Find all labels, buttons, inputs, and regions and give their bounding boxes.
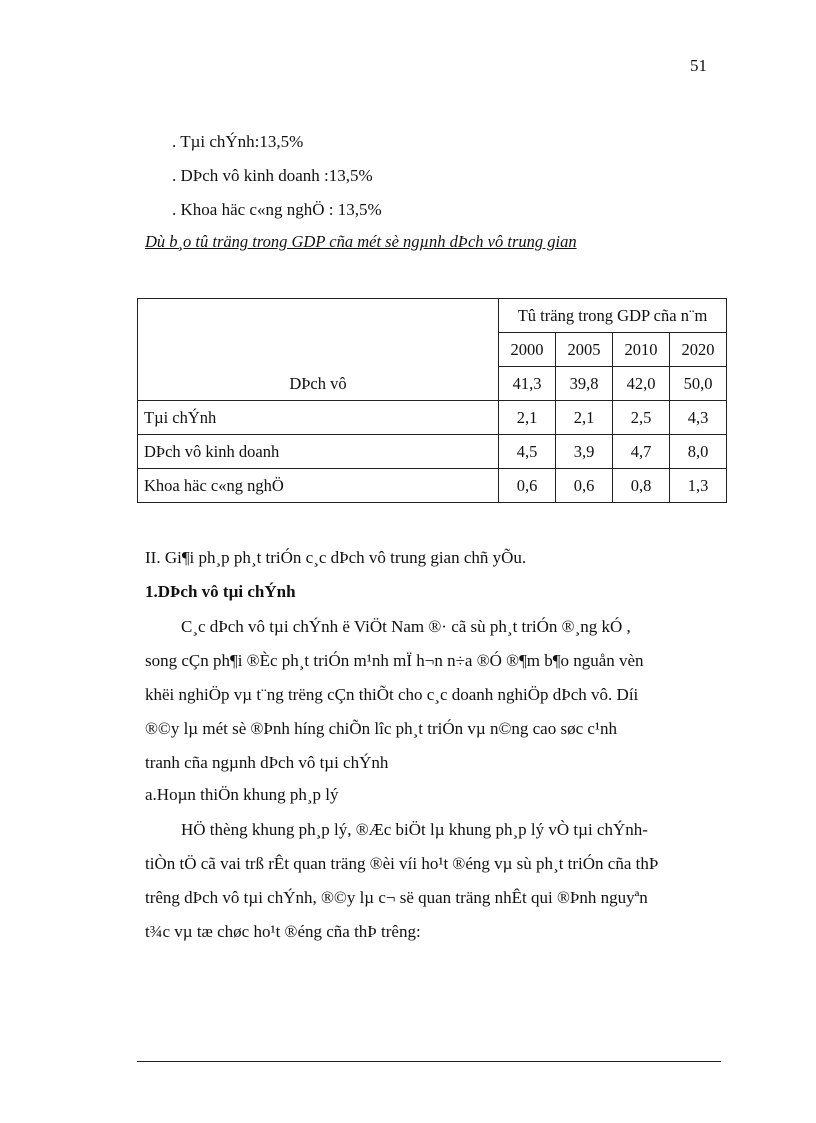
paragraph-line: khëi nghiÖp vµ t¨ng trëng cÇn thiÕt cho c¸c doanh nghiÖp dÞch vô. Díi <box>145 685 639 704</box>
subheading: a.Hoµn thiÖn khung ph¸p lý <box>145 785 339 804</box>
table-cell: 4,5 <box>499 435 556 469</box>
table-cell: 1,3 <box>670 469 727 503</box>
table-year: 2005 <box>556 333 613 367</box>
table-cell: 4,3 <box>670 401 727 435</box>
table-cell: 2,5 <box>613 401 670 435</box>
footer-rule <box>137 1061 721 1062</box>
table-cell: 2,1 <box>499 401 556 435</box>
paragraph-line: HÖ thèng khung ph¸p lý, ®Æc biÖt lµ khung ph¸p lý vÒ tµi chÝnh- <box>181 820 648 839</box>
table-cell: 3,9 <box>556 435 613 469</box>
bullet-item: . Tµi chÝnh:13,5% <box>172 132 304 151</box>
page-number: 51 <box>690 56 707 75</box>
table-row-label: DÞch vô kinh doanh <box>138 435 499 469</box>
bullet-item: . DÞch vô kinh doanh :13,5% <box>172 166 373 185</box>
table-cell: 4,7 <box>613 435 670 469</box>
table-year: 2010 <box>613 333 670 367</box>
table-total-value: 50,0 <box>670 367 727 401</box>
bullet-item: . Khoa häc c«ng nghÖ : 13,5% <box>172 200 382 219</box>
section-heading: II. Gi¶i ph¸p ph¸t triÓn c¸c dÞch vô trung gian chñ yÕu. <box>145 548 527 567</box>
paragraph-line: song cÇn ph¶i ®Èc ph¸t triÓn m¹nh mÏ h¬n n÷a ®Ó ®¶m b¶o nguån vèn <box>145 651 644 670</box>
subsection-title: 1.DÞch vô tµi chÝnh <box>145 582 296 601</box>
table-header-service: DÞch vô <box>138 299 499 401</box>
table-cell: 0,6 <box>499 469 556 503</box>
table-total-value: 39,8 <box>556 367 613 401</box>
paragraph-line: tiÒn tÖ cã vai trß rÊt quan träng ®èi víi ho¹t ®éng vµ sù ph¸t triÓn cña thÞ <box>145 854 659 873</box>
paragraph-line: trêng dÞch vô tµi chÝnh, ®©y lµ c¬ së quan träng nhÊt qui ®Þnh nguyªn <box>145 888 648 907</box>
table-caption: Dù b¸o tû träng trong GDP cña mét sè ngµnh dÞch vô trung gian <box>145 232 577 251</box>
paragraph-line: C¸c dÞch vô tµi chÝnh ë ViÖt Nam ®· cã sù ph¸t triÓn ®¸ng kÓ , <box>181 617 631 636</box>
table-cell: 8,0 <box>670 435 727 469</box>
table-header-group: Tû träng trong GDP cña n¨m <box>499 299 727 333</box>
paragraph-line: t¾c vµ tæ chøc ho¹t ®éng cña thÞ trêng: <box>145 922 421 941</box>
table-year: 2020 <box>670 333 727 367</box>
table-year: 2000 <box>499 333 556 367</box>
table-cell: 2,1 <box>556 401 613 435</box>
table-total-value: 42,0 <box>613 367 670 401</box>
table-total-value: 41,3 <box>499 367 556 401</box>
table-cell: 0,6 <box>556 469 613 503</box>
paragraph <box>145 813 713 949</box>
table-row <box>138 401 727 435</box>
table-cell: 0,8 <box>613 469 670 503</box>
table-row-label: Tµi chÝnh <box>138 401 499 435</box>
paragraph-line: tranh cña ngµnh dÞch vô tµi chÝnh <box>145 753 389 772</box>
gdp-share-table <box>137 298 727 503</box>
table-row-label: Khoa häc c«ng nghÖ <box>138 469 499 503</box>
table-row <box>138 469 727 503</box>
paragraph-line: ®©y lµ mét sè ®Þnh híng chiÕn lîc ph¸t triÓn vµ n©ng cao søc c¹nh <box>145 719 618 738</box>
paragraph <box>145 610 713 780</box>
table-row <box>138 435 727 469</box>
